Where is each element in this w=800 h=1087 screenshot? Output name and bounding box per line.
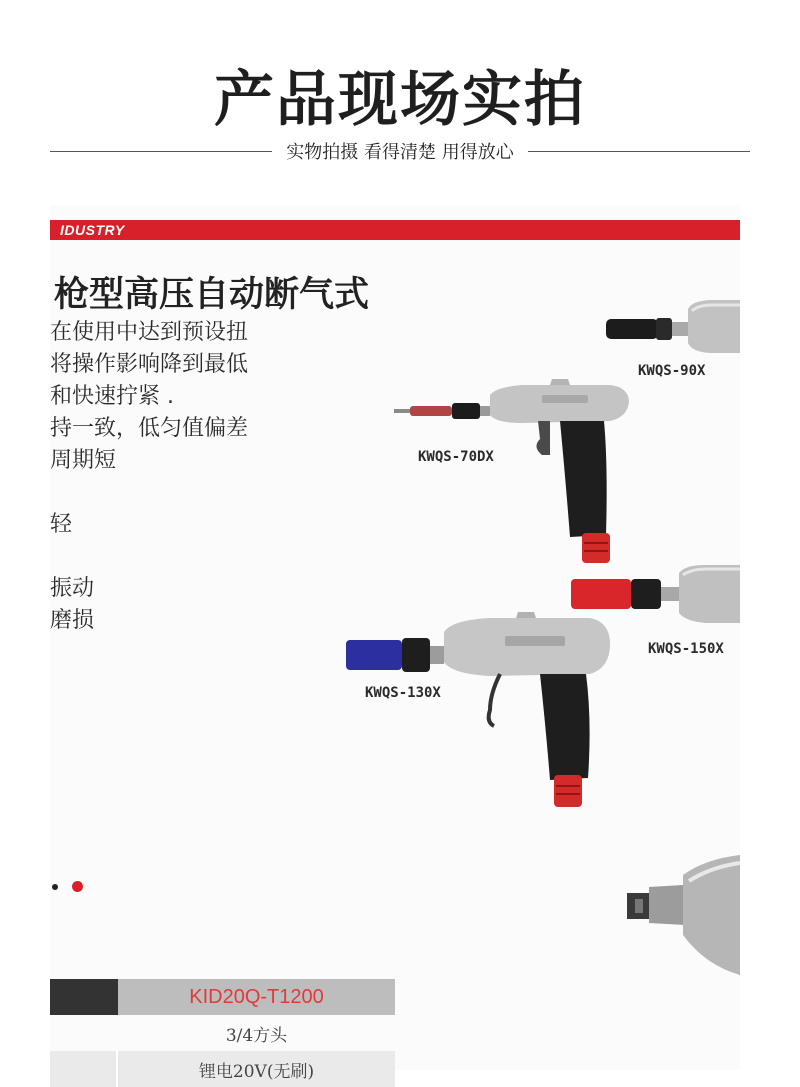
feature-line-9: 磨损 [50,608,95,633]
red-banner [50,220,740,240]
tool-kwqs-90x-image [600,297,740,357]
spec-row-drive [50,1015,395,1051]
spec-header-label-cell [50,979,118,1015]
spec-row-battery [50,1051,395,1087]
bullet-indicator [52,881,83,892]
feature-line-6: 轻 [50,512,73,537]
tool-kwqs-70dx-image [392,375,632,565]
bullet-dot-red [72,881,83,892]
left-divider [50,151,272,152]
feature-line-3: 和快速拧紧 . [50,384,174,409]
feature-line-1: 在使用中达到预设扭 [50,320,249,345]
model-label-kwqs-70dx: KWQS-70DX [418,449,494,465]
tool-kwqs-130x-image [340,610,620,810]
product-photo [50,205,740,1082]
feature-line-5: 周期短 [50,448,117,473]
spec-table-header [50,979,395,1015]
subtitle-row [50,138,750,164]
model-label-kwqs-130x: KWQS-130X [365,685,441,701]
spec-table [50,979,395,1087]
feature-line-8: 振动 [50,576,95,601]
page-title: 产品现场实拍 [214,65,586,135]
spec-drive-value: 3/4方头 [118,1015,395,1051]
document-heading: 枪型高压自动断气式 [54,275,370,315]
bullet-dot-dark [52,884,58,890]
impact-wrench-image [625,855,740,985]
right-divider [528,151,750,152]
model-label-kwqs-150x: KWQS-150X [648,641,724,657]
spec-model-cell: KID20Q-T1200 [118,979,395,1015]
feature-line-2: 将操作影响降到最低 [50,352,249,377]
model-label-kwqs-90x: KWQS-90X [638,363,706,379]
spec-battery-value: 锂电20V(无刷) [118,1051,395,1087]
page-subtitle: 实物拍摄 看得清楚 用得放心 [286,142,514,163]
banner-text: IDUSTRY [60,222,125,238]
feature-line-4: 持一致，低匀值偏差 [50,416,249,441]
